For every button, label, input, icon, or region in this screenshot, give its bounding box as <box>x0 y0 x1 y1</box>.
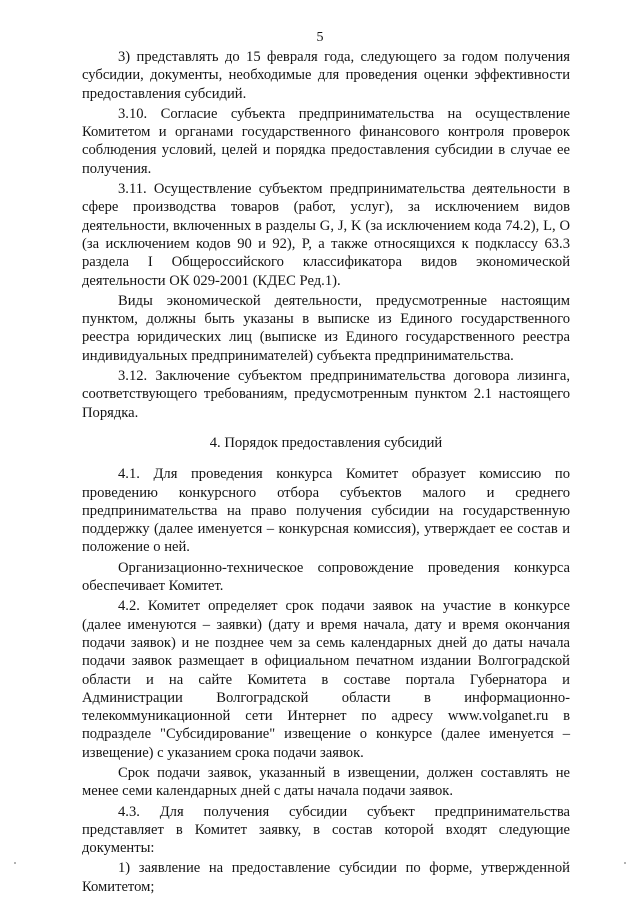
paragraph: Виды экономической деятельности, предусмотренные настоящим пунктом, должны быть указаны в выписке из Единого государственного реестра юридических лиц (выписке из Единого государственного реестра индивидуальных предпринимателей) субъекта предпринимательства. <box>82 292 570 364</box>
paragraph: 4.3. Для получения субсидии субъект предпринимательства представляет в Комитет заявку, в состав которой входят следующие документы: <box>82 803 570 857</box>
paragraph: 3) представлять до 15 февраля года, следующего за годом получения субсидии, документы, необходимые для проведения оценки эффективности предоставления субсидий. <box>82 49 570 102</box>
page-number: 5 <box>316 30 324 45</box>
paragraph: Организационно-техническое сопровождение проведения конкурса обеспечивает Комитет. <box>82 559 570 595</box>
document-body <box>82 48 570 898</box>
section-heading: 4. Порядок предоставления субсидий <box>209 434 443 451</box>
paragraph: 4.1. Для проведения конкурса Комитет образует комиссию по проведению конкурсного отбора субъектов малого и среднего предпринимательства на право получения субсидии на государственную поддержку (далее именуется – конкурсная комиссия), утверждает ее состав и положение о ней. <box>82 466 570 556</box>
paragraph: 4.2. Комитет определяет срок подачи заявок на участие в конкурсе (далее именуются – заявки) (дату и время начала, дату и время окончания подачи заявок) и не позднее чем за семь календарных дней до даты начала подачи заявок размещает в официальном печатном издании Волгоградской области и на сайте Комитета в составе портала Губернатора и Администрации Волгоградской области в информационно-телекоммуникационной сети Интернет по адресу www.volganet.ru в подразделе "Субсидирование" извещение о конкурсе (далее именуется – извещение) с указанием срока подачи заявок. <box>82 598 570 761</box>
paragraph: 1) заявление на предоставление субсидии по форме, утвержденной Комитетом; <box>82 860 570 895</box>
paragraph: 3.11. Осуществление субъектом предпринимательства деятельности в сфере производства товаров (работ, услуг), за исключением видов деятельности, включенных в разделы G, J, K (за исключением кода 74.2), L, O (за исключением кодов 90 и 92), P, а также относящихся к подклассу 63.3 раздела I Общероссийского классификатора видов экономической деятельности ОК 029-2001 (КДЕС Ред.1). <box>82 181 570 289</box>
paragraph: 3.10. Согласие субъекта предпринимательства на осуществление Комитетом и органами государственного финансового контроля проверок соблюдения условий, целей и порядка предоставления субсидии в случае ее получения. <box>82 105 570 177</box>
paragraph: 3.12. Заключение субъектом предпринимательства договора лизинга, соответствующего требованиям, предусмотренным пунктом 2.1 настоящего Порядка. <box>82 368 570 421</box>
scan-speck <box>624 862 626 864</box>
scan-speck <box>14 862 16 864</box>
section-3-continuation <box>82 48 570 422</box>
section-4-body <box>82 465 570 896</box>
paragraph: Срок подачи заявок, указанный в извещении, должен составлять не менее семи календарных дней с даты начала подачи заявок. <box>82 764 570 800</box>
